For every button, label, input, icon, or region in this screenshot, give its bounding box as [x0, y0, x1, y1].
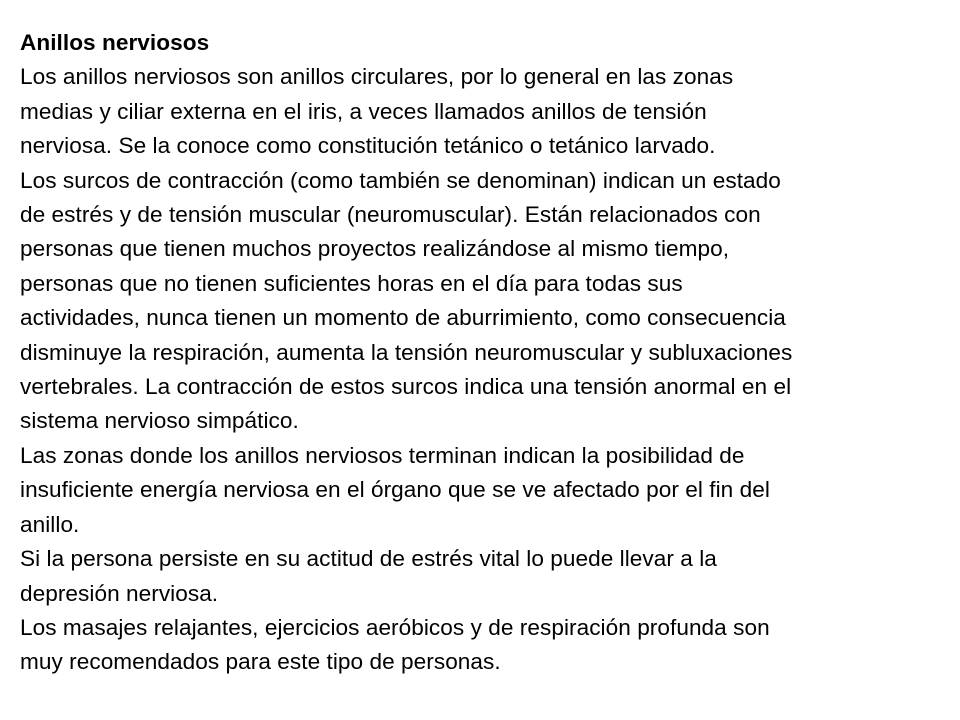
text-line: medias y ciliar externa en el iris, a veces llamados anillos de tensión — [20, 98, 707, 124]
text-line: de estrés y de tensión muscular (neuromuscular). Están relacionados con — [20, 202, 761, 228]
text-line: nerviosa. Se la conoce como constitución tetánico o tetánico larvado. — [20, 133, 716, 159]
text-line: anillo. — [20, 511, 80, 537]
paragraph-1 — [20, 60, 950, 163]
text-line: disminuye la respiración, aumenta la tensión neuromuscular y subluxaciones — [20, 339, 793, 365]
text-line: sistema nervioso simpático. — [20, 408, 299, 434]
text-line: depresión nerviosa. — [20, 580, 219, 606]
paragraph-4 — [20, 542, 950, 611]
text-line: actividades, nunca tienen un momento de aburrimiento, como consecuencia — [20, 305, 786, 331]
text-line: Los anillos nerviosos son anillos circulares, por lo general en las zonas — [20, 64, 734, 90]
page-title: Anillos nerviosos — [20, 30, 210, 55]
paragraph-5 — [20, 611, 950, 680]
text-line: muy recomendados para este tipo de personas. — [20, 649, 501, 675]
text-line: Las zonas donde los anillos nerviosos terminan indican la posibilidad de — [20, 442, 745, 468]
text-line: Los masajes relajantes, ejercicios aeróbicos y de respiración profunda son — [20, 614, 770, 640]
slide-content — [20, 26, 950, 680]
text-line: personas que no tienen suficientes horas en el día para todas sus — [20, 270, 683, 296]
text-line: insuficiente energía nerviosa en el órgano que se ve afectado por el fin del — [20, 477, 770, 503]
paragraph-3 — [20, 439, 950, 542]
text-line: Los surcos de contracción (como también se denominan) indican un estado — [20, 167, 781, 193]
text-line: Si la persona persiste en su actitud de estrés vital lo puede llevar a la — [20, 546, 717, 572]
text-line: vertebrales. La contracción de estos surcos indica una tensión anormal en el — [20, 374, 792, 400]
paragraph-2 — [20, 164, 950, 439]
body-text — [20, 60, 950, 679]
text-line: personas que tienen muchos proyectos realizándose al mismo tiempo, — [20, 236, 730, 262]
